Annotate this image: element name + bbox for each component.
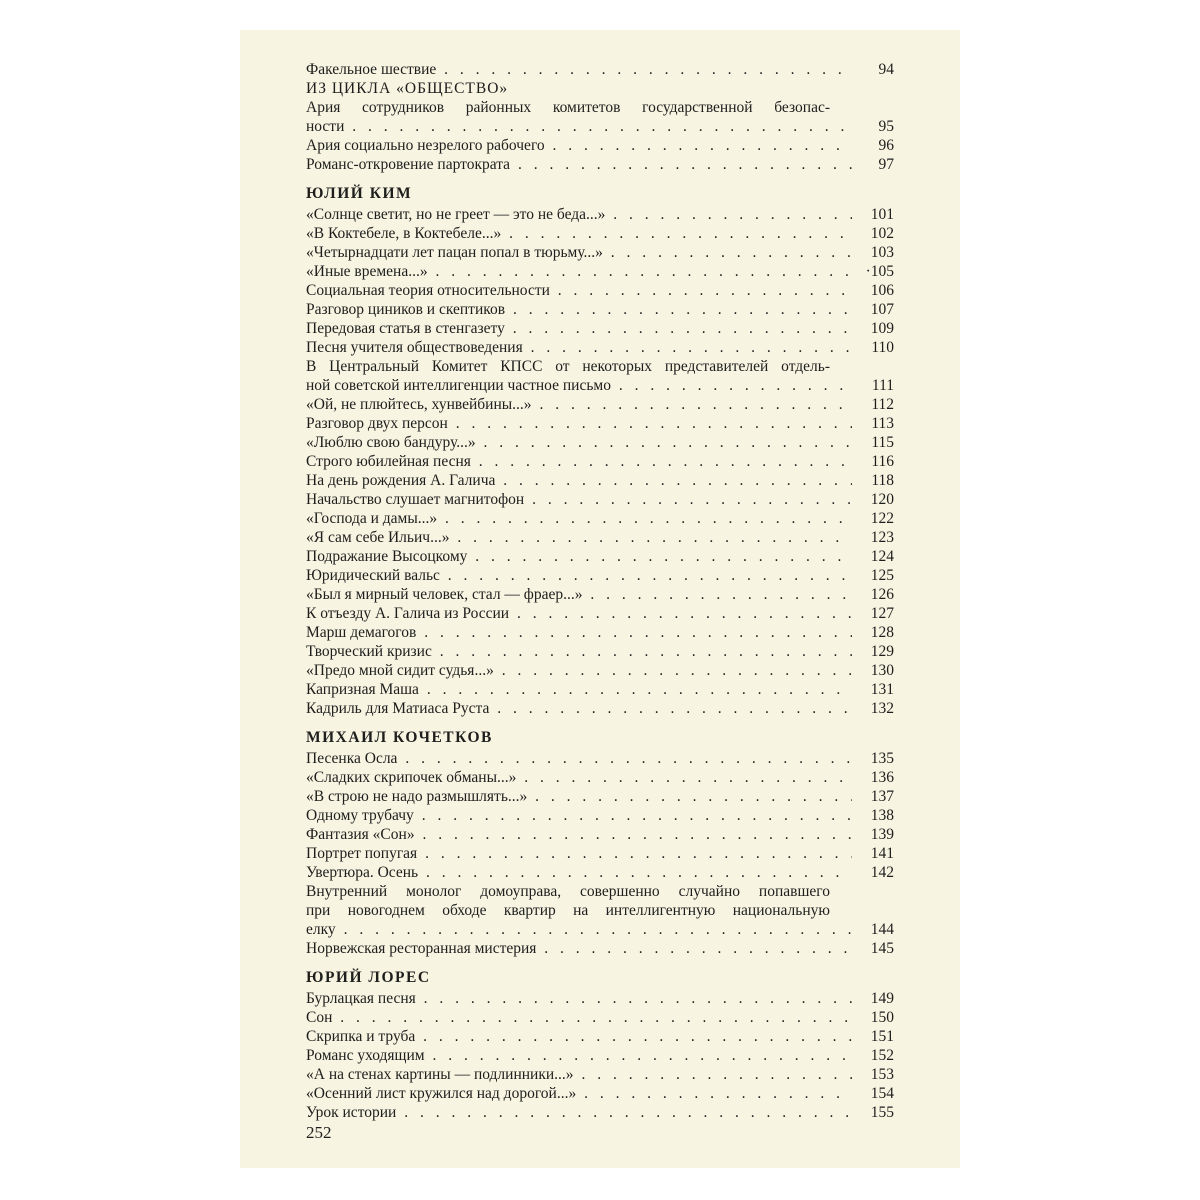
toc-entry bbox=[306, 60, 894, 79]
entry-title: «Был я мирный человек, стал — фраер...» . . . bbox=[306, 585, 852, 604]
toc-entry bbox=[306, 989, 894, 1008]
entry-page-number: 137 bbox=[870, 788, 894, 805]
toc-entry bbox=[306, 547, 894, 566]
table-of-contents bbox=[306, 60, 894, 1122]
toc-entry bbox=[306, 882, 894, 939]
toc-entry bbox=[306, 433, 894, 452]
toc-entry bbox=[306, 471, 894, 490]
toc-entry bbox=[306, 338, 894, 357]
entry-title: Разговор двух персон . . . bbox=[306, 414, 852, 433]
entry-title: Скрипка и труба . . . bbox=[306, 1027, 852, 1046]
entry-page-number: 125 bbox=[870, 567, 894, 584]
entry-page-number: 149 bbox=[870, 990, 894, 1007]
toc-entry bbox=[306, 243, 894, 262]
entry-title: Подражание Высоцкому . . . bbox=[306, 547, 852, 566]
entry-title-line: ной советской интеллигенции частное письмо . . . bbox=[306, 376, 852, 395]
entry-page-number: 129 bbox=[870, 643, 894, 660]
entry-page-number: 124 bbox=[870, 548, 894, 565]
entry-page-number: 142 bbox=[870, 864, 894, 881]
toc-entry bbox=[306, 806, 894, 825]
toc-entry bbox=[306, 825, 894, 844]
toc-entry bbox=[306, 136, 894, 155]
entry-title: «Солнце светит, но не греет — это не беда...» . . . bbox=[306, 205, 852, 224]
toc-entry bbox=[306, 699, 894, 718]
toc-entry bbox=[306, 661, 894, 680]
entry-page-number: 132 bbox=[870, 700, 894, 717]
toc-entry bbox=[306, 1027, 894, 1046]
entry-title: Песня учителя обществоведения . . . bbox=[306, 338, 852, 357]
entry-page-number: 135 bbox=[870, 750, 894, 767]
toc-entry bbox=[306, 1008, 894, 1027]
toc-entry bbox=[306, 642, 894, 661]
toc-entry bbox=[306, 566, 894, 585]
entry-title: К отъезду А. Галича из России . . . bbox=[306, 604, 852, 623]
entry-page-number: 116 bbox=[871, 453, 894, 470]
entry-page-number: 94 bbox=[878, 61, 894, 78]
entry-title-line: В Центральный Комитет КПСС от некоторых представителей отдель- bbox=[306, 358, 830, 375]
entry-page-number: 122 bbox=[870, 510, 894, 527]
entry-title: Творческий кризис . . . bbox=[306, 642, 852, 661]
entry-page-number: 112 bbox=[871, 396, 894, 413]
entry-page-number: 128 bbox=[870, 624, 894, 641]
entry-title: Урок истории . . . bbox=[306, 1103, 852, 1122]
entry-title: Увертюра. Осень . . . bbox=[306, 863, 852, 882]
entry-page-number: 111 bbox=[871, 377, 894, 394]
toc-entry bbox=[306, 155, 894, 174]
entry-title: Факельное шествие . . . bbox=[306, 60, 852, 79]
entry-page-number: 103 bbox=[870, 244, 894, 261]
entry-page-number: 126 bbox=[870, 586, 894, 603]
entry-title: Одному трубачу . . . bbox=[306, 806, 852, 825]
toc-entry bbox=[306, 749, 894, 768]
entry-title: Фантазия «Сон» . . . bbox=[306, 825, 852, 844]
entry-title: Капризная Маша . . . bbox=[306, 680, 852, 699]
entry-title: «А на стенах картины — подлинники...» . . . bbox=[306, 1065, 852, 1084]
entry-title: Кадриль для Матиаса Руста . . . bbox=[306, 699, 852, 718]
toc-entry bbox=[306, 319, 894, 338]
entry-title: Норвежская ресторанная мистерия . . . bbox=[306, 939, 852, 958]
entry-title: «В строю не надо размышлять...» . . . bbox=[306, 787, 852, 806]
entry-page-number: 145 bbox=[870, 940, 894, 957]
toc-entry bbox=[306, 585, 894, 604]
toc-entry bbox=[306, 357, 894, 395]
toc-entry bbox=[306, 205, 894, 224]
entry-page-number: 154 bbox=[870, 1085, 894, 1102]
toc-entry bbox=[306, 939, 894, 958]
toc-entry bbox=[306, 281, 894, 300]
entry-page-number: 113 bbox=[871, 415, 894, 432]
entry-title-line: елку . . . bbox=[306, 920, 852, 939]
entry-title: «Я сам себе Ильич...» . . . bbox=[306, 528, 852, 547]
toc-entry bbox=[306, 1103, 894, 1122]
entry-title: Марш демагогов . . . bbox=[306, 623, 852, 642]
book-page bbox=[240, 30, 960, 1168]
entry-title: «Сладких скрипочек обманы...» . . . bbox=[306, 768, 852, 787]
entry-page-number: 95 bbox=[878, 118, 894, 135]
toc-entry bbox=[306, 844, 894, 863]
entry-title: Ария социально незрелого рабочего . . . bbox=[306, 136, 852, 155]
entry-title: Романс уходящим . . . bbox=[306, 1046, 852, 1065]
entry-page-number: 107 bbox=[870, 301, 894, 318]
entry-title: Песенка Осла . . . bbox=[306, 749, 852, 768]
entry-page-number: 115 bbox=[871, 434, 894, 451]
entry-title-line: Внутренний монолог домоуправа, совершенно случайно попавшего bbox=[306, 883, 830, 900]
toc-entry bbox=[306, 262, 894, 281]
entry-title-line: Ария сотрудников районных комитетов государственной безопас- bbox=[306, 99, 830, 116]
entry-title: Юридический вальс . . . bbox=[306, 566, 852, 585]
entry-page-number: 120 bbox=[870, 491, 894, 508]
entry-title: Социальная теория относительности . . . bbox=[306, 281, 852, 300]
toc-entry bbox=[306, 414, 894, 433]
entry-page-number: 152 bbox=[870, 1047, 894, 1064]
toc-entry bbox=[306, 1084, 894, 1103]
entry-page-number: 153 bbox=[870, 1066, 894, 1083]
entry-page-number: 127 bbox=[870, 605, 894, 622]
toc-entry bbox=[306, 680, 894, 699]
toc-entry bbox=[306, 623, 894, 642]
entry-title: Бурлацкая песня . . . bbox=[306, 989, 852, 1008]
entry-page-number: 97 bbox=[878, 156, 894, 173]
toc-entry bbox=[306, 1046, 894, 1065]
entry-page-number: 150 bbox=[870, 1009, 894, 1026]
author-heading: ЮРИЙ ЛОРЕС bbox=[306, 969, 431, 986]
author-heading: ЮЛИЙ КИМ bbox=[306, 185, 413, 202]
entry-page-number: 123 bbox=[870, 529, 894, 546]
toc-entry bbox=[306, 98, 894, 136]
entry-page-number: 109 bbox=[870, 320, 894, 337]
entry-title: Разговор циников и скептиков . . . bbox=[306, 300, 852, 319]
entry-page-number: 110 bbox=[871, 339, 894, 356]
toc-entry bbox=[306, 490, 894, 509]
entry-title: «Иные времена...» . . . bbox=[306, 262, 852, 281]
entry-page-number: 136 bbox=[870, 769, 894, 786]
toc-entry bbox=[306, 395, 894, 414]
toc-entry bbox=[306, 509, 894, 528]
entry-title: «Осенний лист кружился над дорогой...» . . . bbox=[306, 1084, 852, 1103]
entry-title: Начальство слушает магнитофон . . . bbox=[306, 490, 852, 509]
entry-title-line: ности . . . bbox=[306, 117, 852, 136]
toc-entry bbox=[306, 604, 894, 623]
entry-title: Передовая статья в стенгазету . . . bbox=[306, 319, 852, 338]
entry-title: «Предо мной сидит судья...» . . . bbox=[306, 661, 852, 680]
toc-entry bbox=[306, 1065, 894, 1084]
entry-title: «Господа и дамы...» . . . bbox=[306, 509, 852, 528]
entry-page-number: 155 bbox=[870, 1104, 894, 1121]
entry-title-line: при новогоднем обходе квартир на интеллигентную национальную bbox=[306, 902, 830, 919]
entry-page-number: 130 bbox=[870, 662, 894, 679]
entry-title: «Ой, не плюйтесь, хунвейбины...» . . . bbox=[306, 395, 852, 414]
author-heading: МИХАИЛ КОЧЕТКОВ bbox=[306, 729, 493, 746]
entry-page-number: 96 bbox=[878, 137, 894, 154]
entry-title: Сон . . . bbox=[306, 1008, 852, 1027]
entry-page-number: 118 bbox=[871, 472, 894, 489]
entry-page-number: 139 bbox=[870, 826, 894, 843]
entry-title: «Четырнадцати лет пацан попал в тюрьму...» . . . bbox=[306, 243, 852, 262]
toc-entry bbox=[306, 300, 894, 319]
entry-page-number: 102 bbox=[870, 225, 894, 242]
toc-entry bbox=[306, 787, 894, 806]
entry-page-number: 144 bbox=[870, 921, 894, 938]
toc-entry bbox=[306, 452, 894, 471]
entry-title: «В Коктебеле, в Коктебеле...» . . . bbox=[306, 224, 852, 243]
entry-page-number: 101 bbox=[870, 206, 894, 223]
entry-title: Портрет попугая . . . bbox=[306, 844, 852, 863]
entry-page-number: 138 bbox=[870, 807, 894, 824]
entry-title: «Люблю свою бандуру...» . . . bbox=[306, 433, 852, 452]
entry-page-number: 131 bbox=[870, 681, 894, 698]
entry-title: На день рождения А. Галича . . . bbox=[306, 471, 852, 490]
subsection-heading: ИЗ ЦИКЛА «ОБЩЕСТВО» bbox=[306, 80, 509, 97]
entry-page-number: 151 bbox=[870, 1028, 894, 1045]
entry-page-number: 106 bbox=[870, 282, 894, 299]
entry-page-number: ·105 bbox=[865, 263, 894, 280]
entry-title: Романс-откровение партократа . . . bbox=[306, 155, 852, 174]
toc-entry bbox=[306, 863, 894, 882]
page-number: 252 bbox=[306, 1123, 332, 1142]
toc-entry bbox=[306, 528, 894, 547]
entry-page-number: 141 bbox=[870, 845, 894, 862]
toc-entry bbox=[306, 224, 894, 243]
entry-title: Строго юбилейная песня . . . bbox=[306, 452, 852, 471]
toc-entry bbox=[306, 768, 894, 787]
